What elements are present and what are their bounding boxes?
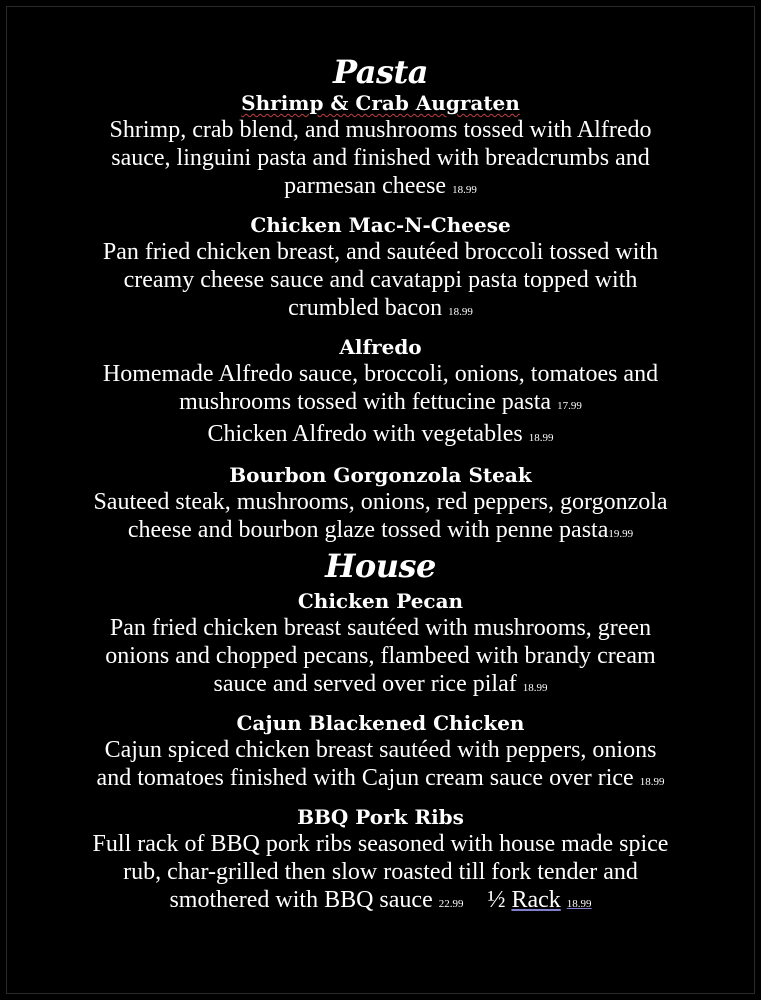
item-price: 22.99: [438, 898, 464, 910]
item-desc-line: sauce and served over rice pilaf: [213, 671, 517, 697]
menu-content: [0, 54, 761, 918]
half-rack-price: 18.99: [566, 898, 592, 910]
item-name-bourbon-gorgonzola-steak: Bourbon Gorgonzola Steak: [229, 463, 532, 487]
item-price: 18.99: [448, 306, 473, 318]
menu-item-shrimp-crab-augraten: [0, 90, 761, 204]
item-desc-line: mushrooms tossed with fettucine pasta: [179, 389, 552, 415]
item-desc-line: Cajun spiced chicken breast sautéed with peppers, onions: [104, 737, 657, 763]
item-desc-line: sauce, linguini pasta and finished with breadcrumbs and: [111, 145, 650, 171]
item-desc-line: and tomatoes finished with Cajun cream sauce over rice: [96, 765, 634, 791]
item-price: 17.99: [557, 400, 582, 412]
item-desc-line: Pan fried chicken breast, and sautéed broccoli tossed with: [102, 239, 659, 265]
menu-item-cajun-blackened-chicken: [0, 710, 761, 796]
menu-item-bourbon-gorgonzola-steak: [0, 462, 761, 548]
section-title-pasta: Pasta: [333, 53, 428, 91]
item-extra-price: 18.99: [528, 432, 554, 444]
item-desc-line: Pan fried chicken breast sautéed with mushrooms, green: [109, 615, 652, 641]
half-rack-fraction: ½: [487, 887, 506, 913]
item-name-cajun-blackened-chicken: Cajun Blackened Chicken: [236, 711, 525, 735]
half-rack-label: Rack: [511, 887, 561, 913]
item-desc-line: crumbled bacon: [288, 295, 443, 321]
menu-item-alfredo: [0, 334, 761, 452]
section-title-house: House: [325, 547, 436, 585]
item-price: 18.99: [522, 682, 548, 694]
item-desc-line: creamy cheese sauce and cavatappi pasta topped with: [123, 267, 638, 293]
item-price: 18.99: [639, 776, 665, 788]
item-name-alfredo: Alfredo: [339, 335, 422, 359]
item-price: 18.99: [452, 184, 477, 196]
item-desc-line: onions and chopped pecans, flambeed with brandy cream: [105, 643, 656, 669]
item-desc-line: Full rack of BBQ pork ribs seasoned with house made spice: [92, 831, 669, 857]
item-desc-line: Shrimp, crab blend, and mushrooms tossed with Alfredo: [109, 117, 652, 143]
item-desc-line: cheese and bourbon glaze tossed with penne pasta: [127, 517, 609, 543]
item-desc-line: rub, char-grilled then slow roasted till fork tender and: [123, 859, 638, 885]
item-name-bbq-pork-ribs: BBQ Pork Ribs: [297, 805, 464, 829]
menu-item-chicken-pecan: [0, 588, 761, 702]
item-desc-line: smothered with BBQ sauce: [169, 887, 433, 913]
item-desc-line: parmesan cheese: [284, 173, 447, 199]
item-desc-line: Sauteed steak, mushrooms, onions, red peppers, gorgonzola: [93, 489, 668, 515]
menu-item-chicken-mac-n-cheese: [0, 212, 761, 326]
item-price: 19.99: [608, 528, 634, 540]
item-name-shrimp-crab-augraten: Shrimp & Crab Augraten: [241, 91, 520, 115]
item-extra-line: Chicken Alfredo with vegetables: [207, 421, 523, 447]
item-name-chicken-mac-n-cheese: Chicken Mac-N-Cheese: [250, 213, 511, 237]
item-desc-line: Homemade Alfredo sauce, broccoli, onions, tomatoes and: [102, 361, 659, 387]
item-name-chicken-pecan: Chicken Pecan: [297, 589, 464, 613]
menu-item-bbq-pork-ribs: [0, 804, 761, 918]
